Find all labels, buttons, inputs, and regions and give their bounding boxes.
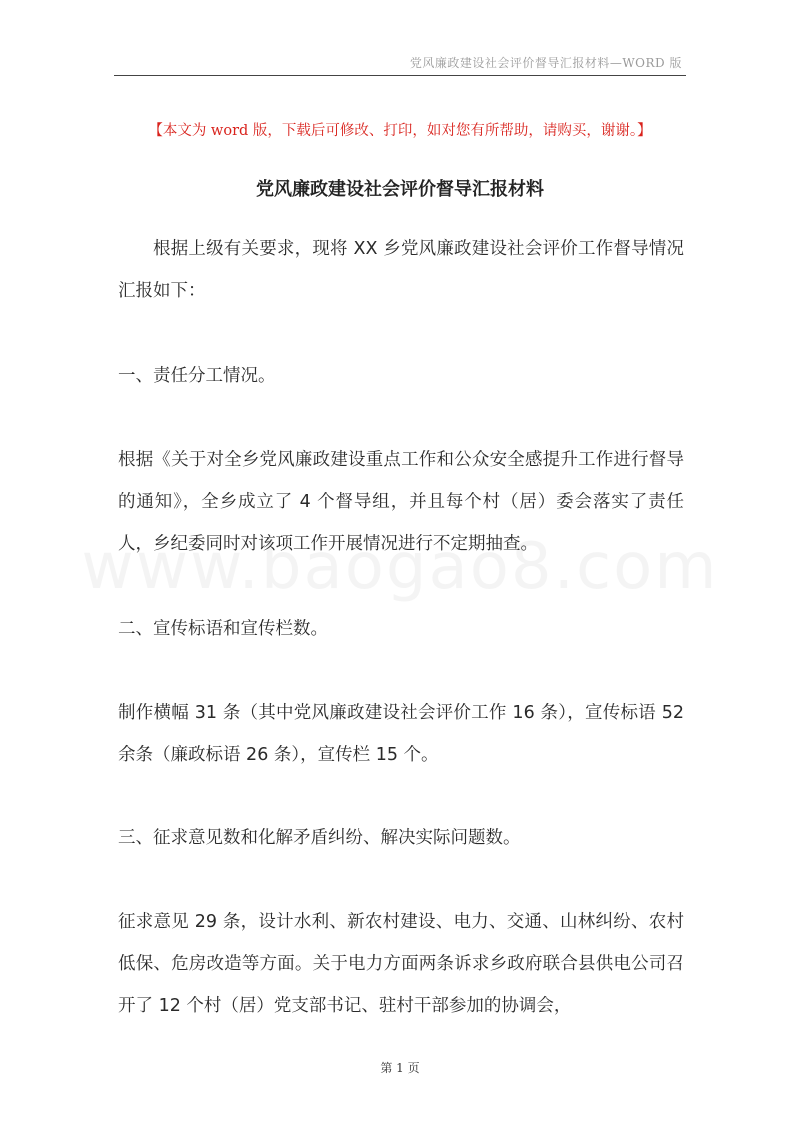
purchase-notice: 【本文为 word 版，下载后可修改、打印，如对您有所帮助，请购买，谢谢。】 xyxy=(148,123,652,139)
running-header: 党风廉政建设社会评价督导汇报材料—WORD 版 xyxy=(409,56,682,70)
section-heading-1: 一、责任分工情况。 xyxy=(118,366,276,386)
intro-paragraph: 根据上级有关要求，现将 XX 乡党风廉政建设社会评价工作督导情况汇报如下： xyxy=(118,239,684,301)
header-divider xyxy=(114,75,686,76)
section-heading-2: 二、宣传标语和宣传栏数。 xyxy=(118,619,328,639)
section-heading-3: 三、征求意见数和化解矛盾纠纷、解决实际问题数。 xyxy=(118,828,521,848)
document-title: 党风廉政建设社会评价督导汇报材料 xyxy=(256,179,544,200)
page-number: 第 1 页 xyxy=(380,1061,420,1075)
section-text-1: 根据《关于对全乡党风廉政建设重点工作和公众安全感提升工作进行督导的通知》，全乡成立了 4 个督导组，并且每个村（居）委会落实了责任人，乡纪委同时对该项工作开展情况进行不定期抽查。 xyxy=(118,450,684,554)
section-text-2: 制作横幅 31 条（其中党风廉政建设社会评价工作 16 条），宣传标语 52 余条（廉政标语 26 条），宣传栏 15 个。 xyxy=(118,703,684,765)
section-text-3: 征求意见 29 条，设计水利、新农村建设、电力、交通、山林纠纷、农村低保、危房改造等方面。关于电力方面两条诉求乡政府联合县供电公司召开了 12 个村（居）党支部书记、驻村干部参加的协调会， xyxy=(118,912,684,1016)
